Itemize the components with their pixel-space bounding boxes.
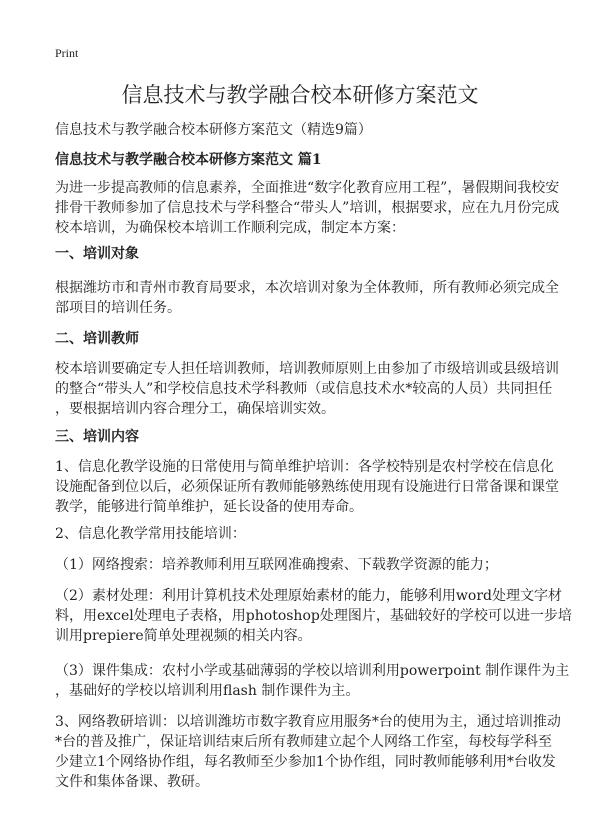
paragraph — [55, 586, 572, 646]
print-link[interactable]: Print — [55, 46, 79, 60]
paragraph-line: 根据潍坊市和青州市教育局要求，本次培训对象为全体教师，所有教师必须完成全 — [55, 280, 559, 296]
paragraph — [55, 278, 559, 318]
paragraph-line: （1）网络搜索：培养教师利用互联网准确搜索、下载教学资源的能力； — [55, 557, 498, 573]
paragraph-line: 2、信息化教学常用技能培训： — [55, 526, 246, 542]
section-heading: 三、培训内容 — [55, 429, 139, 445]
paragraph-line: 少建立1个网络协作组，每名教师至少参加1个协作组，同时教师能够利用*台收发 — [55, 754, 556, 770]
paragraph-line: 校本培训，为确保校本培训工作顺利完成，制定本方案： — [55, 220, 405, 236]
paragraph-line: 的整合“带头人”和学校信息技术学科教师（或信息技术水*较高的人员）共同担任 — [55, 381, 553, 397]
article-heading: 信息技术与教学融合校本研修方案范文 篇1 — [55, 152, 322, 168]
paragraph-line: 设施配备到位以后，必须保证所有教师能够熟练使用现有设施进行日常备课和课堂 — [55, 479, 559, 495]
paragraph-line: 1、信息化教学设施的日常使用与简单维护培训：各学校特别是农村学校在信息化 — [55, 459, 554, 475]
paragraph — [55, 178, 560, 238]
paragraph-line: 3、网络教研培训：以培训潍坊市数字教育应用服务*台的使用为主，通过培训推动 — [55, 714, 561, 730]
paragraph-line: 训用prepiere简单处理视频的相关内容。 — [55, 628, 312, 644]
paragraph-line: 教学，能够进行简单维护，延长设备的使用寿命。 — [55, 499, 363, 515]
page-title: 信息技术与教学融合校本研修方案范文 — [121, 83, 479, 107]
section-heading: 二、培训教师 — [55, 331, 139, 347]
paragraph-line: 料，用excel处理电子表格，用photoshop处理图片，基础较好的学校可以进一步培 — [55, 608, 572, 624]
paragraph-line: 校本培训要确定专人担任培训教师，培训教师原则上由参加了市级培训或县级培训 — [55, 361, 559, 377]
paragraph-line: 为进一步提高教师的信息素养，全面推进“数字化教育应用工程”，暑假期间我校安 — [55, 180, 560, 196]
paragraph-line: ，基础好的学校以培训利用flash 制作课件为主。 — [55, 683, 360, 699]
paragraph-line: 排骨干教师参加了信息技术与学科整合“带头人”培训，根据要求，应在九月份完成 — [55, 200, 560, 216]
paragraph-line: *台的普及推广，保证培训结束后所有教师建立起个人网络工作室，每校每学科至 — [55, 734, 552, 750]
paragraph — [55, 555, 550, 575]
paragraph-line: 部项目的培训任务。 — [55, 300, 181, 316]
paragraph — [55, 524, 550, 544]
paragraph-line: ，要根据培训内容合理分工，确保培训实效。 — [55, 401, 335, 417]
paragraph — [55, 712, 561, 792]
paragraph-line: 文件和集体备课、教研。 — [55, 774, 209, 790]
subtitle: 信息技术与教学融合校本研修方案范文（精选9篇） — [55, 122, 372, 138]
paragraph — [55, 457, 559, 517]
paragraph — [55, 359, 559, 419]
paragraph-line: （3）课件集成：农村小学或基础薄弱的学校以培训利用powerpoint 制作课件为主 — [55, 663, 570, 679]
section-heading: 一、培训对象 — [55, 246, 139, 262]
paragraph-line: （2）素材处理：利用计算机技术处理原始素材的能力，能够利用word处理文字材 — [55, 588, 562, 604]
paragraph — [55, 661, 570, 701]
